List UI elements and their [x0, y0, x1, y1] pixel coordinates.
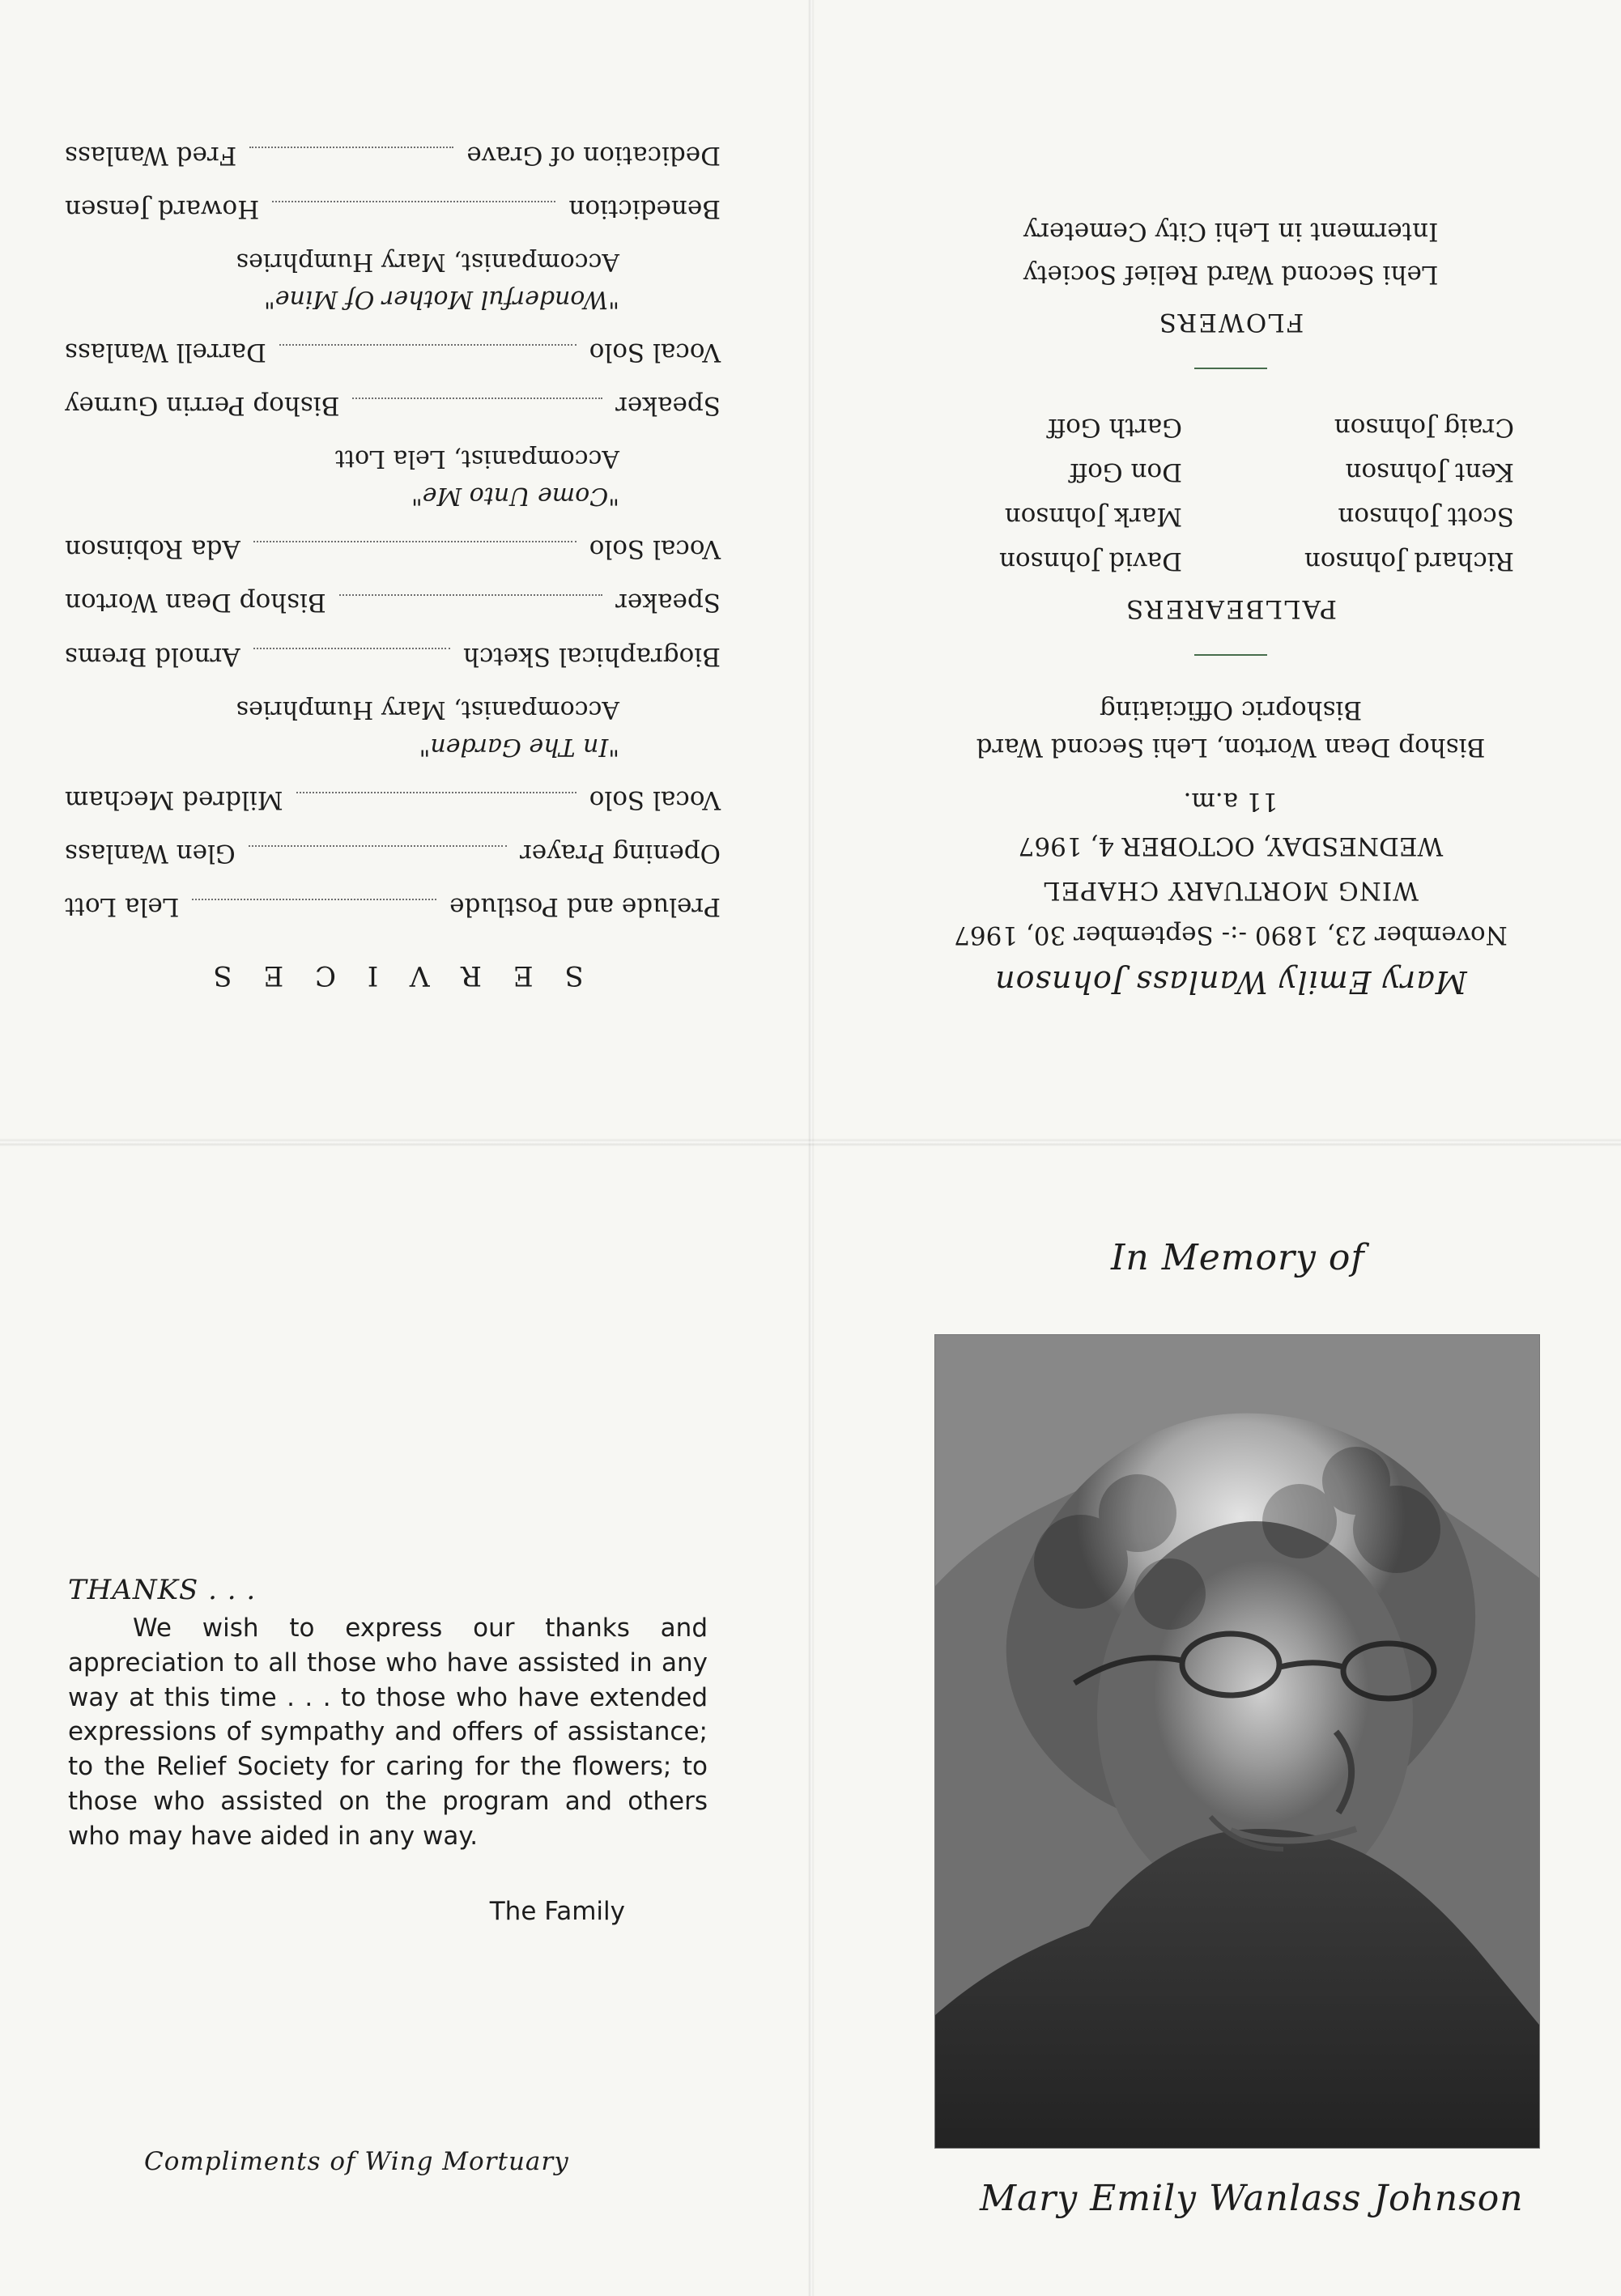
deceased-name-script: Mary Emily Wanlass Johnson: [994, 964, 1467, 1000]
thanks-panel: [0, 1142, 810, 2296]
program-name: Bishop Perrin Gurney: [65, 391, 340, 421]
accompanist-note: Accompanist, Mary Humphries: [236, 247, 619, 276]
program-name: Howard Jensen: [65, 193, 260, 223]
program-row: [65, 534, 721, 563]
program-row: [65, 640, 721, 670]
program-role: Benediction: [568, 193, 721, 223]
flowers-heading: FLOWERS: [1157, 308, 1304, 338]
program-dots: [249, 845, 507, 847]
pallbearers-heading: PALLBEARERS: [1125, 594, 1337, 624]
pallbearer-name: Richard Johnson: [1304, 546, 1514, 576]
pallbearer-name: Craig Johnson: [1334, 412, 1514, 442]
program-name: Mildred Mecham: [65, 784, 283, 814]
officiating-subline: Bishopric Officiating: [1099, 695, 1363, 725]
thanks-body: We wish to express our thanks and appreciation to all those who have assisted in any way at this time . . . to those who have extended expressions of sympathy and offers of assistance; to the Relief Society for caring for the flowers; to those who assisted on the program and others who may have aided in any way.: [68, 1614, 708, 1851]
song-title: "Wonderful Mother Of Mine": [263, 284, 619, 313]
program-name: Ada Robinson: [65, 534, 240, 564]
program-dots: [249, 147, 453, 148]
details-panel-rotated: [883, 45, 1579, 1000]
program-dots: [253, 541, 576, 542]
memory-heading: In Memory of: [1111, 1237, 1365, 1278]
program-dots: [353, 398, 603, 399]
program-row: [65, 390, 721, 420]
accompanist-note: Accompanist, Mary Humphries: [236, 695, 619, 724]
program-role: Vocal Solo: [589, 534, 721, 564]
program-role: Speaker: [615, 588, 721, 618]
program-dots: [296, 792, 576, 793]
compliments-footer: Compliments of Wing Mortuary: [144, 2147, 569, 2176]
program-role: Dedication of Grave: [466, 140, 721, 170]
song-title: "In The Garden": [419, 732, 619, 761]
program-dots: [272, 201, 555, 202]
pallbearer-name: Garth Goff: [1048, 412, 1182, 442]
program-row: [65, 587, 721, 617]
family-signoff: The Family: [489, 1897, 625, 1926]
program-row: [65, 139, 721, 169]
details-panel: [810, 0, 1621, 1142]
program-name: Fred Wanlass: [65, 140, 237, 170]
chapel-name: WING MORTUARY CHAPEL: [1043, 876, 1419, 906]
pallbearer-name: Scott Johnson: [1338, 501, 1514, 531]
green-rule: [1194, 368, 1267, 369]
pallbearers-list: [947, 411, 1514, 576]
program-role: Prelude and Postlude: [449, 892, 721, 922]
pallbearer-name: Don Goff: [1070, 457, 1182, 487]
program-row: [65, 784, 721, 814]
life-dates: November 23, 1890 -:- September 30, 1967: [954, 921, 1508, 950]
green-rule: [1194, 654, 1267, 656]
program-dots: [192, 899, 436, 900]
program-name: Arnold Brems: [65, 641, 240, 671]
program-name: Glen Wanlass: [65, 839, 236, 869]
program-role: Vocal Solo: [589, 784, 721, 814]
program-row: [65, 337, 721, 367]
program-row: [65, 891, 721, 921]
program-role: Vocal Solo: [589, 337, 721, 367]
services-panel-rotated: [65, 85, 721, 992]
program-row: [65, 193, 721, 223]
memory-panel: [810, 1142, 1621, 2296]
program-name: Lela Lott: [65, 892, 180, 922]
service-date: WEDNESDAY, OCTOBER 4, 1967: [1018, 831, 1444, 861]
program-role: Opening Prayer: [520, 839, 721, 869]
pallbearer-name: David Johnson: [998, 546, 1182, 576]
pallbearer-name: Mark Johnson: [1004, 501, 1182, 531]
services-title: S E R V I C E S: [202, 959, 584, 992]
pallbearer-name: Kent Johnson: [1345, 457, 1514, 487]
program-role: Speaker: [615, 391, 721, 421]
portrait-caption: Mary Emily Wanlass Johnson: [980, 2178, 1524, 2219]
program-role: Biographical Sketch: [463, 641, 721, 671]
song-title: "Come Unto Me": [411, 482, 619, 511]
program-name: Bishop Dean Worton: [65, 588, 326, 618]
officiating-line: Bishop Dean Worton, Lehi Second Ward: [976, 732, 1486, 762]
program-row: [65, 838, 721, 868]
accompanist-note: Accompanist, Lela Lott: [334, 444, 619, 474]
program-dots: [253, 648, 450, 649]
portrait-illustration: [935, 1335, 1539, 2148]
interment-line: Interment in Lehi City Cemetery: [1023, 216, 1439, 246]
service-time: 11 a.m.: [1183, 786, 1279, 816]
flowers-line: Lehi Second Ward Relief Society: [1023, 260, 1439, 290]
program-dots: [339, 594, 602, 596]
portrait-photo: [934, 1334, 1540, 2149]
thanks-heading: THANKS . . .: [68, 1574, 257, 1606]
program-dots: [279, 344, 576, 346]
program-name: Darrell Wanlass: [65, 337, 266, 367]
services-panel: [0, 0, 810, 1142]
